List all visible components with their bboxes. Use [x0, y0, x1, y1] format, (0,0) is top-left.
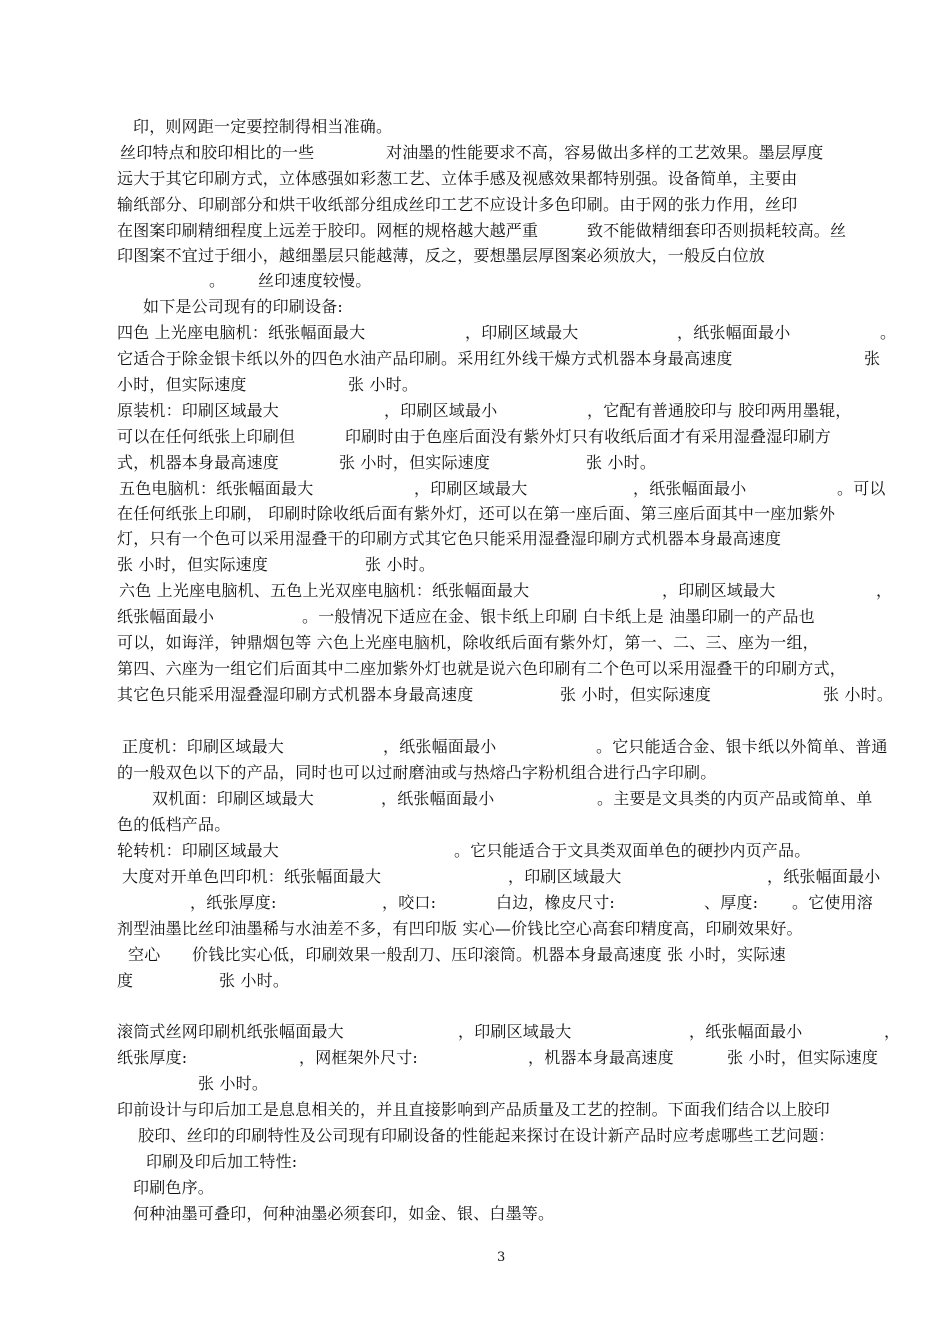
text-segment: 空心 [128, 945, 161, 964]
text-segment: ，印刷区域最小 [384, 401, 498, 420]
text-segment: 张 小时。 [219, 971, 290, 990]
text-segment: 四色 上光座电脑机：纸张幅面最大 [117, 323, 366, 342]
text-segment: 张 小时。 [586, 453, 657, 472]
text-segment: 的一般双色以下的产品，同时也可以过耐磨油或与热熔凸字粉机组合进行凸字印刷。 [117, 763, 717, 782]
text-segment: 。 [209, 271, 226, 290]
text-segment: 印图案不宜过于细小，越细墨层只能越薄，反之，要想墨层厚图案必须放大，一般反白位放 [117, 246, 766, 265]
text-segment: 可以在任何纸张上印刷但 [117, 427, 296, 446]
text-segment: 它适合于除金银卡纸以外的四色水油产品印刷。采用红外线干燥方式机器本身最高速度 [117, 349, 733, 368]
text-segment: 张 小时，但实际速度 [727, 1048, 879, 1067]
text-segment: ，咬口: [382, 893, 437, 912]
text-segment: 原装机：印刷区域最大 [117, 401, 280, 420]
text-segment: 。主要是文具类的内页产品或简单、单 [597, 789, 873, 808]
text-segment: 六色 上光座电脑机、五色上光双座电脑机：纸张幅面最大 [119, 581, 530, 600]
text-segment: 剂型油墨比丝印油墨稀与水油差不多，有凹印版 实心—价钱比空心高套印精度高，印刷效果好。 [117, 919, 803, 938]
text-segment: 张 [864, 349, 881, 368]
text-segment: 张 小时。 [198, 1074, 269, 1093]
text-segment: 丝印特点和胶印相比的一些 [120, 143, 315, 162]
text-segment: 张 小时。 [823, 685, 894, 704]
text-segment: 色的低档产品。 [117, 815, 231, 834]
text-segment: ， [876, 581, 893, 600]
text-segment: 在任何纸张上印刷， 印刷时除收纸后面有紫外灯，还可以在第一座后面、第三座后面其中一座加紫外 [117, 504, 836, 523]
text-segment: ，纸张厚度: [190, 893, 277, 912]
text-segment: 输纸部分、印刷部分和烘干收纸部分组成丝印工艺不应设计多色印刷。由于网的张力作用，丝印 [117, 195, 798, 214]
text-segment: ，纸张幅面最小 [633, 479, 747, 498]
text-segment: 对油墨的性能要求不高，容易做出多样的工艺效果。墨层厚度 [386, 143, 824, 162]
text-segment: 张 小时，但实际速度 [339, 453, 491, 472]
text-segment: 。可以 [837, 479, 886, 498]
text-segment: ，网框架外尺寸: [299, 1048, 418, 1067]
text-segment: 大度对开单色凹印机：纸张幅面最大 [122, 867, 382, 886]
text-segment: ，印刷区域最大 [465, 323, 579, 342]
text-segment: 张 小时。 [365, 555, 436, 574]
text-segment: 张 小时，但实际速度 [117, 555, 269, 574]
text-segment: 胶印、丝印的印刷特性及公司现有印刷设备的性能起来探讨在设计新产品时应考虑哪些工艺问题： [138, 1126, 835, 1145]
text-segment: 正度机：印刷区域最大 [122, 737, 285, 756]
text-segment: 式，机器本身最高速度 [117, 453, 280, 472]
text-segment: 其它色只能采用湿叠湿印刷方式机器本身最高速度 [117, 685, 474, 704]
text-segment: 。 [880, 323, 897, 342]
text-segment: ，纸张幅面最小 [383, 737, 497, 756]
text-segment: 、厚度: [704, 893, 759, 912]
text-segment: 。它只能适合于文具类双面单色的硬抄内页产品。 [454, 841, 811, 860]
text-segment: 印刷色序。 [133, 1178, 215, 1197]
text-segment: 双机面：印刷区域最大 [152, 789, 315, 808]
text-segment: ，纸张幅面最小 [677, 323, 791, 342]
text-segment: 印刷时由于色座后面没有紫外灯只有收纸后面才有采用湿叠湿印刷方 [345, 427, 832, 446]
text-segment: 如下是公司现有的印刷设备: [143, 297, 343, 316]
text-segment: 白边，橡皮尺寸: [496, 893, 615, 912]
text-segment: ，印刷区域最大 [662, 581, 776, 600]
text-segment: ，印刷区域最大 [508, 867, 622, 886]
text-segment: ，它配有普通胶印与 胶印两用墨辊， [587, 401, 852, 420]
text-segment: ，纸张幅面最小 [381, 789, 495, 808]
text-segment: 在图案印刷精细程度上远差于胶印。网框的规格越大越严重 [117, 221, 539, 240]
text-segment: 纸张幅面最小 [117, 607, 215, 626]
text-segment: ，纸张幅面最小 [767, 867, 881, 886]
text-segment: 。它只能适合金、银卡纸以外简单、普通 [596, 737, 888, 756]
text-segment: 。一般情况下适应在金、银卡纸上印刷 白卡纸上是 油墨印刷一的产品也 [302, 607, 815, 626]
text-segment: 可以，如诲洋，钟鼎烟包等 六色上光座电脑机，除收纸后面有紫外灯，第一、二、三、座为一组， [117, 633, 819, 652]
text-segment: 丝印速度较慢。 [258, 271, 372, 290]
text-segment: 张 小时。 [348, 375, 419, 394]
text-segment: 滚筒式丝网印刷机纸张幅面最大 [117, 1022, 344, 1041]
text-segment: ， [884, 1022, 901, 1041]
text-segment: 度 [117, 971, 134, 990]
text-segment: 。它使用溶 [792, 893, 874, 912]
text-segment: ，纸张幅面最小 [689, 1022, 803, 1041]
text-segment: 价钱比实心低，印刷效果一般刮刀、压印滚筒。机器本身最高速度 张 小时，实际速 [192, 945, 786, 964]
text-segment: 纸张厚度: [117, 1048, 188, 1067]
text-segment: ，机器本身最高速度 [528, 1048, 674, 1067]
text-segment: 小时，但实际速度 [117, 375, 247, 394]
text-segment: 印前设计与印后加工是息息相关的，并且直接影响到产品质量及工艺的控制。下面我们结合以上胶印 [117, 1100, 830, 1119]
text-segment: ，印刷区域最大 [458, 1022, 572, 1041]
text-segment: 印，则网距一定要控制得相当准确。 [133, 117, 393, 136]
text-segment: ，印刷区域最大 [414, 479, 528, 498]
text-segment: 张 小时，但实际速度 [560, 685, 712, 704]
text-segment: 第四、六座为一组它们后面其中二座加紫外灯也就是说六色印刷有二个色可以采用湿叠干的印刷方式， [117, 659, 847, 678]
text-segment: 轮转机：印刷区域最大 [117, 841, 280, 860]
text-segment: 印刷及印后加工特性: [146, 1152, 298, 1171]
text-segment: 远大于其它印刷方式，立体感强如彩葱工艺、立体手感及视感效果都特别强。设备简单，主要由 [117, 169, 798, 188]
text-segment: 致不能做精细套印否则损耗较高。丝 [587, 221, 847, 240]
text-segment: 五色电脑机：纸张幅面最大 [119, 479, 314, 498]
text-segment: 灯，只有一个色可以采用湿叠干的印刷方式其它色只能采用湿叠湿印刷方式机器本身最高速度 [117, 529, 782, 548]
page-number: 3 [497, 1250, 506, 1265]
text-segment: 何种油墨可叠印，何种油墨必须套印，如金、银、白墨等。 [133, 1204, 555, 1223]
